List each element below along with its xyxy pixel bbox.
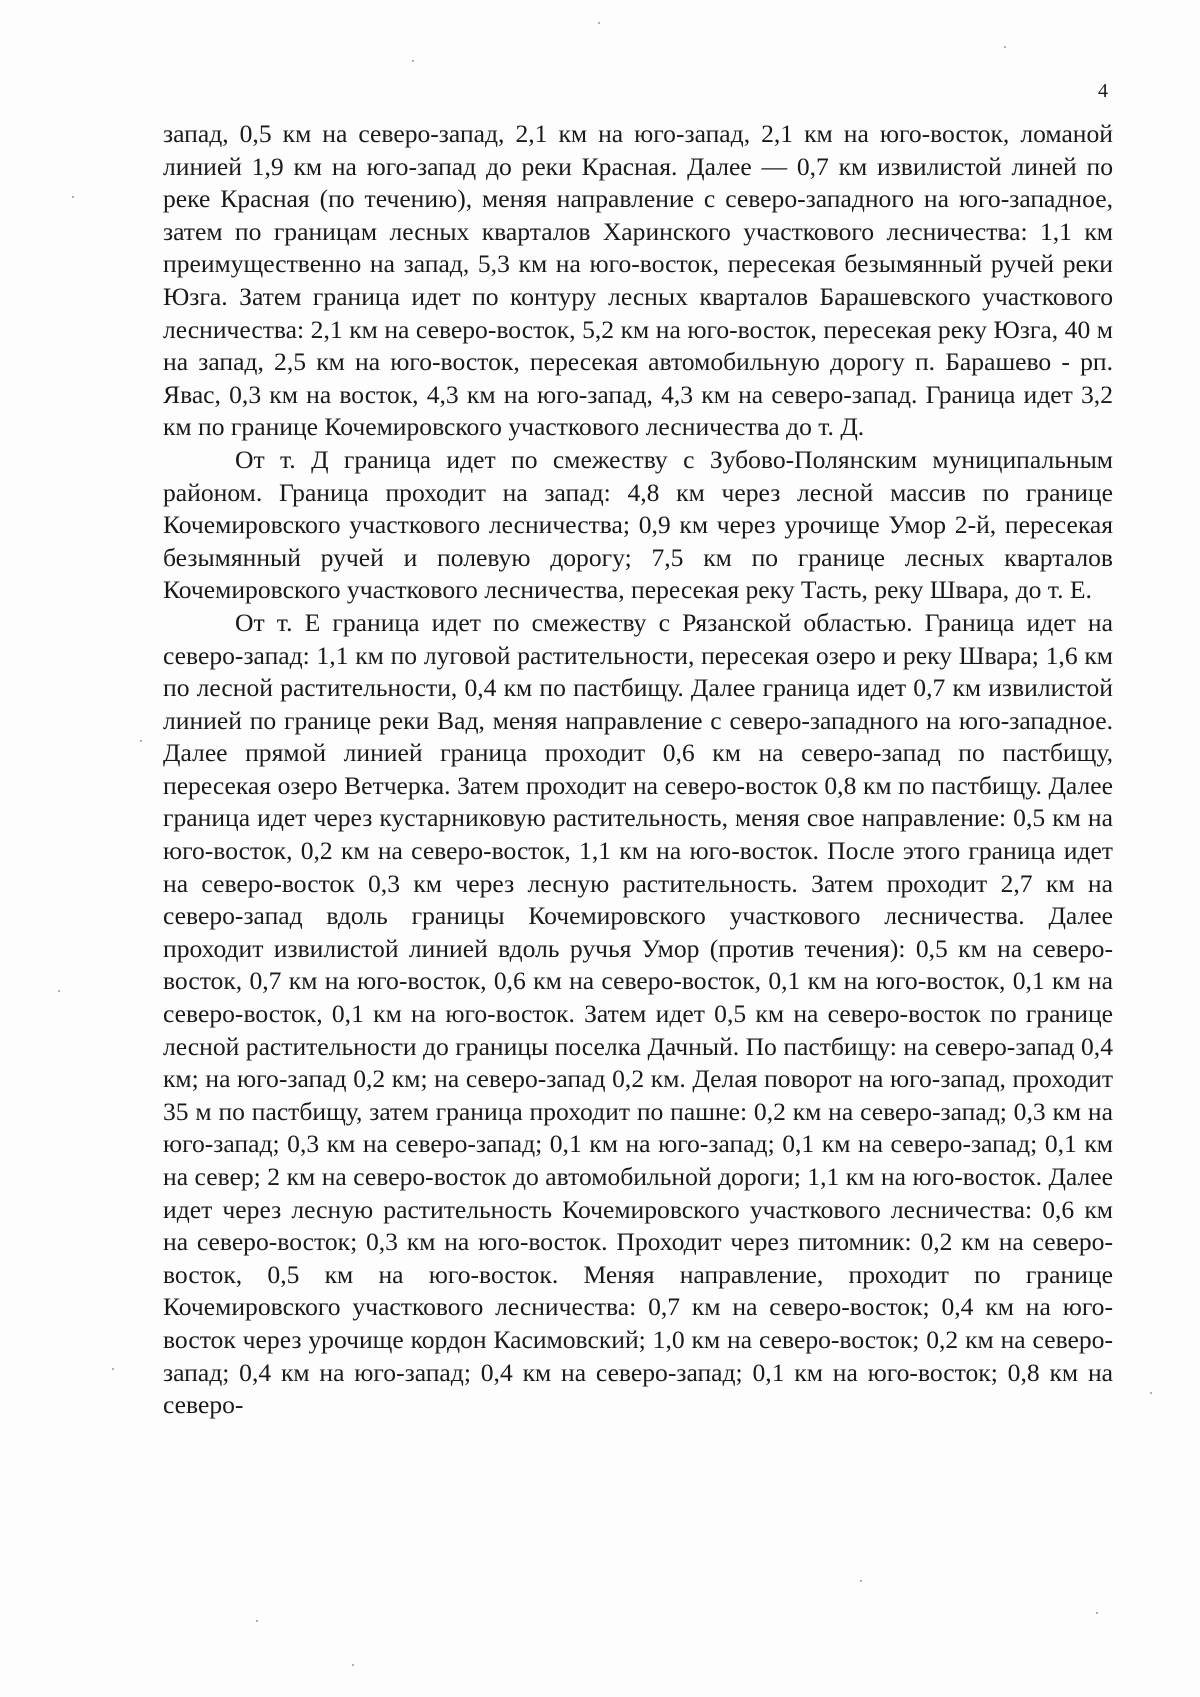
paragraph-continuation: запад, 0,5 км на северо-запад, 2,1 км на юго-запад, 2,1 км на юго-восток, ломаной линией 1,9 км на юго-запад до реки Красная. Далее — 0,7 км извилистой линей по реке Красная (по течению), меняя направление с северо-западного на юго-западное, затем по границам лесных кварталов Харинского участкового лесничества: 1,1 км преимущественно на запад, 5,3 км на юго-восток, пересекая безымянный ручей реки Юзга. Затем граница идет по контуру лесных кварталов Барашевского участкового лесничества: 2,1 км на северо-восток, 5,2 км на юго-восток, пересекая реку Юзга, 40 м на запад, 2,5 км на юго-восток, пересекая автомобильную дорогу п. Барашево - рп. Явас, 0,3 км на восток, 4,3 км на юго-запад, 4,3 км на северо-запад. Граница идет 3,2 км по границе Кочемировского участкового лесничества до т. Д. [163, 119, 1113, 442]
paragraph-point-e: От т. Е граница идет по смежеству с Рязанской областью. Граница идет на северо-запад: 1,1 км по луговой растительности, пересекая озеро и реку Швара; 1,6 км по лесной растительности, 0,4 км по пастбищу. Далее граница идет 0,7 км извилистой линией по границе реки Вад, меняя направление с северо-западного на юго-западное. Далее прямой линией граница проходит 0,6 км на северо-запад по пастбищу, пересекая озеро Ветчерка. Затем проходит на северо-восток 0,8 км по пастбищу. Далее граница идет через кустарниковую растительность, меняя свое направление: 0,5 км на юго-восток, 0,2 км на северо-восток, 1,1 км на юго-восток. После этого граница идет на северо-восток 0,3 км через лесную растительность. Затем проходит 2,7 км на северо-запад вдоль границы Кочемировского участкового лесничества. Далее проходит извилистой линией вдоль ручья Умор (против течения): 0,5 км на северо-восток, 0,7 км на юго-восток, 0,6 км на северо-восток, 0,1 км на юго-восток, 0,1 км на северо-восток, 0,1 км на юго-восток. Затем идет 0,5 км на северо-восток по границе лесной растительности до границы поселка Дачный. По пастбищу: на северо-запад 0,4 км; на юго-запад 0,2 км; на северо-запад 0,2 км. Делая поворот на юго-запад, проходит 35 м по пастбищу, затем граница проходит по пашне: 0,2 км на северо-запад; 0,3 км на юго-запад; 0,3 км на северо-запад; 0,1 км на юго-запад; 0,1 км на северо-запад; 0,1 км на север; 2 км на северо-восток до автомобильной дороги; 1,1 км на юго-восток. Далее идет через лесную растительность Кочемировского участкового лесничества: 0,6 км на северо-восток; 0,3 км на юго-восток. Проходит через питомник: 0,2 км на северо-восток, 0,5 км на юго-восток. Меняя направление, проходит по границе Кочемировского участкового лесничества: 0,7 км на северо-восток; 0,4 км на юго-восток через урочище кордон Касимовский; 1,0 км на северо-восток; 0,2 км на северо-запад; 0,4 км на юго-запад; 0,4 км на северо-запад; 0,1 км на юго-восток; 0,8 км на северо- [163, 607, 1113, 1420]
page-number: 4 [1098, 80, 1108, 102]
scan-speck [412, 60, 414, 62]
scan-speck [598, 22, 600, 24]
scan-speck [72, 196, 74, 198]
scan-speck [1150, 1392, 1152, 1394]
scan-speck [1004, 46, 1006, 48]
scan-speck [112, 1368, 114, 1370]
scan-speck [1096, 1612, 1098, 1614]
scan-speck [860, 1580, 862, 1582]
scan-speck [140, 740, 142, 742]
scan-speck [256, 1620, 258, 1622]
body-text [163, 118, 1113, 1422]
scan-speck [58, 990, 60, 992]
paragraph-point-d: От т. Д граница идет по смежеству с Зубово-Полянским муниципальным районом. Граница проходит на запад: 4,8 км через лесной массив по границе Кочемировского участкового лесничества; 0,9 км через урочище Умор 2-й, пересекая безымянный ручей и полевую дорогу; 7,5 км по границе лесных кварталов Кочемировского участкового лесничества, пересекая реку Тасть, реку Швара, до т. Е. [163, 444, 1113, 605]
scan-speck [352, 1664, 354, 1666]
